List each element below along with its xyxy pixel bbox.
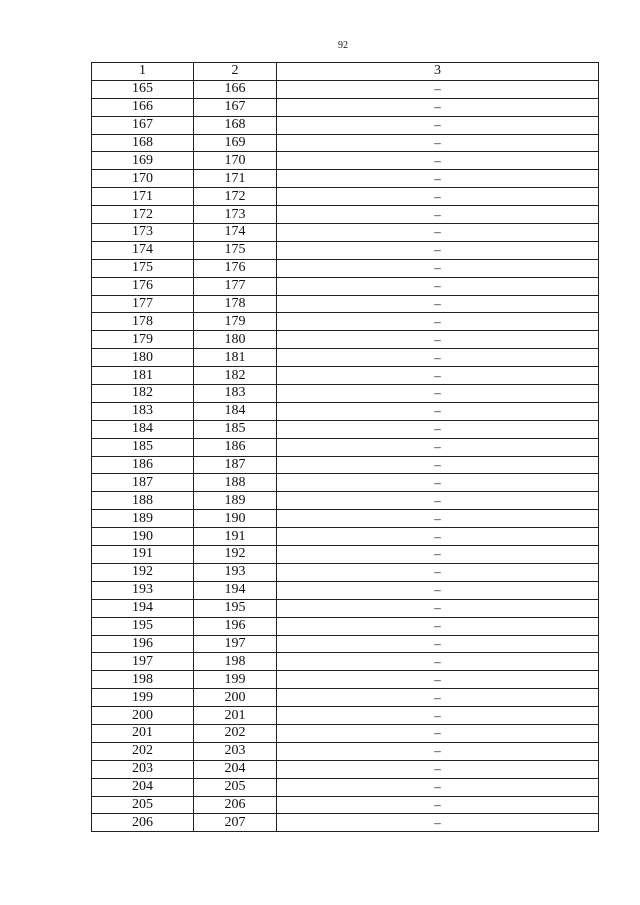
- table-cell-col-1: 204: [92, 778, 194, 796]
- table-row: [92, 635, 599, 653]
- table-cell-col-2: 198: [194, 653, 277, 671]
- table-cell-col-3: –: [277, 331, 599, 349]
- table-cell-col-3: –: [277, 152, 599, 170]
- table-cell-col-1: 184: [92, 420, 194, 438]
- table-cell-col-2: 202: [194, 724, 277, 742]
- table-row: [92, 259, 599, 277]
- table-cell-col-3: –: [277, 116, 599, 134]
- table-cell-col-2: 200: [194, 689, 277, 707]
- table-cell-col-1: 173: [92, 224, 194, 242]
- table-cell-col-3: –: [277, 259, 599, 277]
- table-cell-col-1: 165: [92, 80, 194, 98]
- table-cell-col-2: 173: [194, 206, 277, 224]
- table-row: [92, 98, 599, 116]
- table-cell-col-3: –: [277, 653, 599, 671]
- table-cell-col-2: 166: [194, 80, 277, 98]
- table-cell-col-1: 199: [92, 689, 194, 707]
- table-cell-col-1: 181: [92, 367, 194, 385]
- table-cell-col-1: 194: [92, 599, 194, 617]
- table-cell-col-1: 197: [92, 653, 194, 671]
- table-cell-col-2: 167: [194, 98, 277, 116]
- table-cell-col-1: 166: [92, 98, 194, 116]
- table-body: [92, 80, 599, 831]
- table-cell-col-1: 168: [92, 134, 194, 152]
- table-cell-col-3: –: [277, 778, 599, 796]
- table-cell-col-2: 177: [194, 277, 277, 295]
- table-cell-col-1: 177: [92, 295, 194, 313]
- table-cell-col-1: 201: [92, 724, 194, 742]
- table-cell-col-1: 169: [92, 152, 194, 170]
- table-cell-col-2: 206: [194, 796, 277, 814]
- table-cell-col-2: 175: [194, 241, 277, 259]
- table-cell-col-3: –: [277, 98, 599, 116]
- table-row: [92, 420, 599, 438]
- table-cell-col-2: 199: [194, 671, 277, 689]
- table-cell-col-1: 206: [92, 814, 194, 832]
- table-cell-col-3: –: [277, 617, 599, 635]
- table-cell-col-2: 193: [194, 563, 277, 581]
- table-cell-col-2: 172: [194, 188, 277, 206]
- table-row: [92, 188, 599, 206]
- table-cell-col-3: –: [277, 814, 599, 832]
- table-cell-col-3: –: [277, 277, 599, 295]
- table-row: [92, 474, 599, 492]
- table-row: [92, 80, 599, 98]
- table-cell-col-3: –: [277, 724, 599, 742]
- table-cell-col-1: 200: [92, 707, 194, 725]
- table-cell-col-1: 195: [92, 617, 194, 635]
- table-cell-col-2: 171: [194, 170, 277, 188]
- header-row: [92, 63, 599, 81]
- table-cell-col-2: 204: [194, 760, 277, 778]
- table-row: [92, 241, 599, 259]
- table-cell-col-1: 167: [92, 116, 194, 134]
- table-cell-col-3: –: [277, 510, 599, 528]
- table-row: [92, 724, 599, 742]
- table-row: [92, 760, 599, 778]
- table-cell-col-1: 178: [92, 313, 194, 331]
- table-cell-col-1: 179: [92, 331, 194, 349]
- table-cell-col-3: –: [277, 402, 599, 420]
- table-cell-col-2: 191: [194, 528, 277, 546]
- table-row: [92, 116, 599, 134]
- table-cell-col-3: –: [277, 224, 599, 242]
- table-row: [92, 331, 599, 349]
- table-cell-col-2: 190: [194, 510, 277, 528]
- table-cell-col-1: 192: [92, 563, 194, 581]
- table-row: [92, 206, 599, 224]
- table-row: [92, 438, 599, 456]
- table-cell-col-2: 168: [194, 116, 277, 134]
- table-row: [92, 349, 599, 367]
- table-cell-col-3: –: [277, 546, 599, 564]
- table-cell-col-2: 186: [194, 438, 277, 456]
- table-cell-col-3: –: [277, 188, 599, 206]
- table-cell-col-1: 171: [92, 188, 194, 206]
- table-row: [92, 152, 599, 170]
- table-cell-col-2: 182: [194, 367, 277, 385]
- table-cell-col-1: 185: [92, 438, 194, 456]
- table-cell-col-1: 203: [92, 760, 194, 778]
- table-cell-col-2: 187: [194, 456, 277, 474]
- table-cell-col-3: –: [277, 420, 599, 438]
- table-cell-col-2: 201: [194, 707, 277, 725]
- table-cell-col-3: –: [277, 134, 599, 152]
- table-row: [92, 546, 599, 564]
- table-cell-col-3: –: [277, 349, 599, 367]
- table-cell-col-3: –: [277, 742, 599, 760]
- table-cell-col-2: 203: [194, 742, 277, 760]
- table-row: [92, 385, 599, 403]
- table-cell-col-3: –: [277, 241, 599, 259]
- table-row: [92, 456, 599, 474]
- table-cell-col-3: –: [277, 385, 599, 403]
- table-cell-col-2: 169: [194, 134, 277, 152]
- table-row: [92, 170, 599, 188]
- table-cell-col-1: 186: [92, 456, 194, 474]
- table-cell-col-3: –: [277, 760, 599, 778]
- table-row: [92, 796, 599, 814]
- table-cell-col-3: –: [277, 438, 599, 456]
- table-row: [92, 528, 599, 546]
- table-cell-col-1: 205: [92, 796, 194, 814]
- table-row: [92, 599, 599, 617]
- table-cell-col-2: 180: [194, 331, 277, 349]
- table-cell-col-3: –: [277, 474, 599, 492]
- table-cell-col-3: –: [277, 456, 599, 474]
- table-cell-col-1: 188: [92, 492, 194, 510]
- table-cell-col-2: 197: [194, 635, 277, 653]
- table-cell-col-3: –: [277, 367, 599, 385]
- table-cell-col-2: 181: [194, 349, 277, 367]
- table-cell-col-1: 170: [92, 170, 194, 188]
- table-cell-col-3: –: [277, 707, 599, 725]
- table-cell-col-2: 196: [194, 617, 277, 635]
- column-header-1: 1: [92, 63, 194, 81]
- table-cell-col-3: –: [277, 170, 599, 188]
- table-cell-col-1: 183: [92, 402, 194, 420]
- table-row: [92, 814, 599, 832]
- table-cell-col-2: 183: [194, 385, 277, 403]
- table-cell-col-2: 178: [194, 295, 277, 313]
- table-cell-col-2: 185: [194, 420, 277, 438]
- table-row: [92, 492, 599, 510]
- table-row: [92, 277, 599, 295]
- table-cell-col-1: 172: [92, 206, 194, 224]
- table-cell-col-1: 176: [92, 277, 194, 295]
- table-cell-col-2: 207: [194, 814, 277, 832]
- table-cell-col-2: 195: [194, 599, 277, 617]
- table-cell-col-1: 182: [92, 385, 194, 403]
- table-row: [92, 778, 599, 796]
- table-row: [92, 653, 599, 671]
- table-cell-col-2: 184: [194, 402, 277, 420]
- table-cell-col-3: –: [277, 313, 599, 331]
- table-row: [92, 689, 599, 707]
- table-cell-col-3: –: [277, 689, 599, 707]
- table-cell-col-2: 189: [194, 492, 277, 510]
- table-cell-col-3: –: [277, 492, 599, 510]
- table-row: [92, 402, 599, 420]
- table-cell-col-3: –: [277, 295, 599, 313]
- page-number: 92: [338, 40, 348, 51]
- table-cell-col-3: –: [277, 206, 599, 224]
- table-row: [92, 224, 599, 242]
- table-cell-col-1: 190: [92, 528, 194, 546]
- table-cell-col-2: 205: [194, 778, 277, 796]
- table-cell-col-1: 198: [92, 671, 194, 689]
- table-row: [92, 367, 599, 385]
- table-row: [92, 510, 599, 528]
- table-row: [92, 671, 599, 689]
- table-row: [92, 617, 599, 635]
- table-cell-col-2: 192: [194, 546, 277, 564]
- table-cell-col-1: 196: [92, 635, 194, 653]
- table-cell-col-1: 187: [92, 474, 194, 492]
- table-cell-col-2: 174: [194, 224, 277, 242]
- table-cell-col-2: 170: [194, 152, 277, 170]
- table-cell-col-1: 175: [92, 259, 194, 277]
- table-cell-col-1: 202: [92, 742, 194, 760]
- data-table: [91, 62, 599, 832]
- table-cell-col-3: –: [277, 796, 599, 814]
- table-row: [92, 563, 599, 581]
- table-cell-col-3: –: [277, 599, 599, 617]
- table-cell-col-2: 188: [194, 474, 277, 492]
- table-row: [92, 295, 599, 313]
- table-cell-col-3: –: [277, 563, 599, 581]
- table-row: [92, 707, 599, 725]
- table-cell-col-3: –: [277, 635, 599, 653]
- table-cell-col-3: –: [277, 80, 599, 98]
- table-cell-col-2: 176: [194, 259, 277, 277]
- table-cell-col-3: –: [277, 581, 599, 599]
- table-row: [92, 581, 599, 599]
- table-cell-col-1: 189: [92, 510, 194, 528]
- table-cell-col-2: 179: [194, 313, 277, 331]
- table-row: [92, 313, 599, 331]
- table-cell-col-1: 193: [92, 581, 194, 599]
- column-header-3: 3: [277, 63, 599, 81]
- table-cell-col-1: 174: [92, 241, 194, 259]
- table-row: [92, 134, 599, 152]
- table-cell-col-1: 191: [92, 546, 194, 564]
- table-row: [92, 742, 599, 760]
- column-header-2: 2: [194, 63, 277, 81]
- table-cell-col-3: –: [277, 528, 599, 546]
- table-cell-col-1: 180: [92, 349, 194, 367]
- table-cell-col-2: 194: [194, 581, 277, 599]
- table-cell-col-3: –: [277, 671, 599, 689]
